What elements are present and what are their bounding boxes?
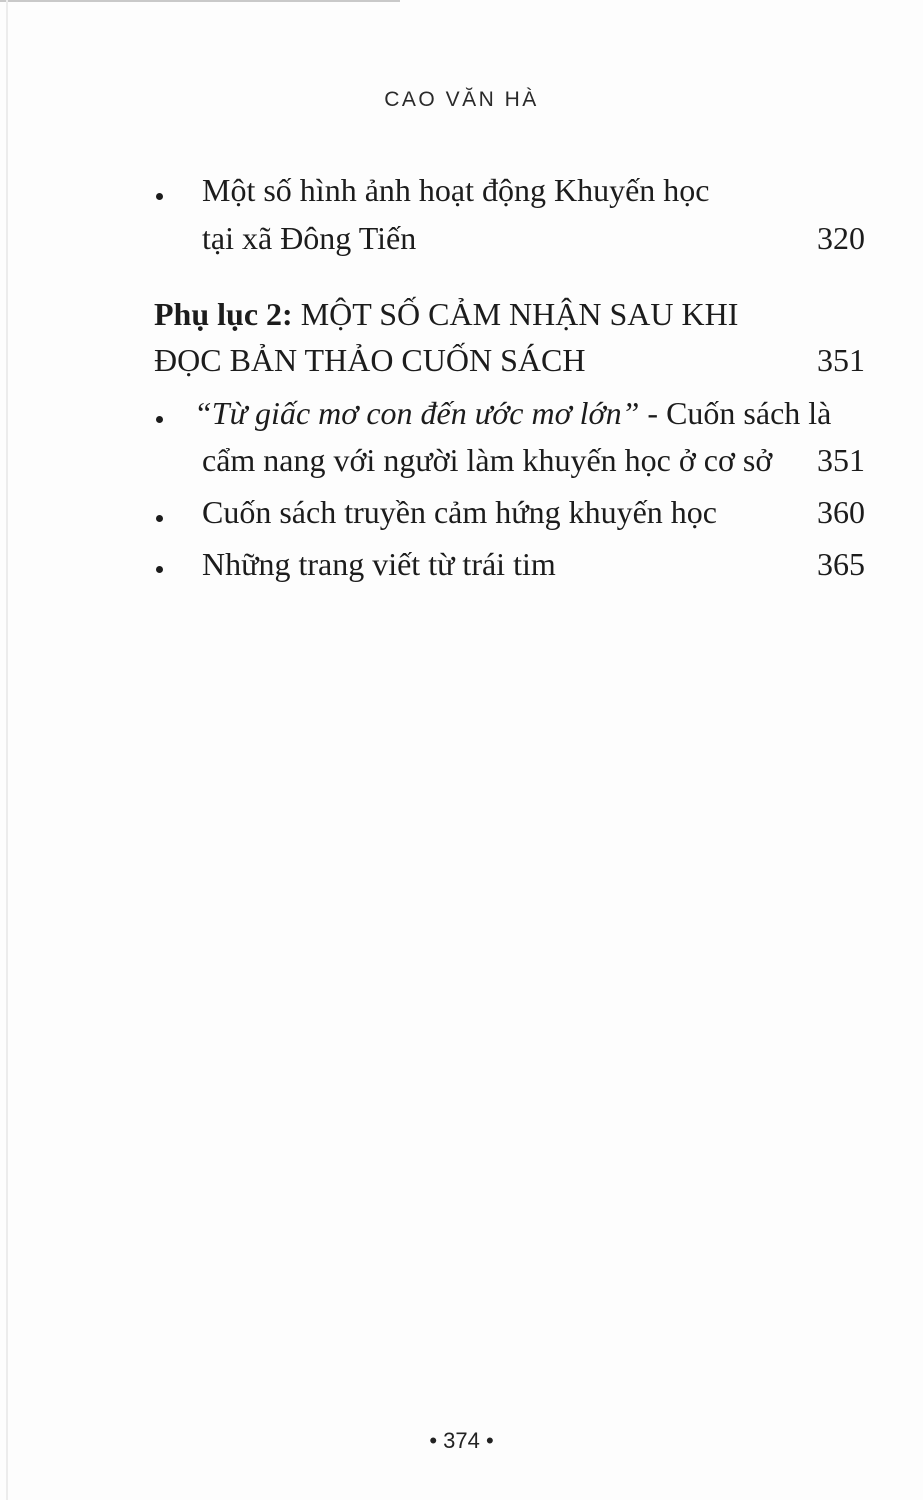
toc-page-number: 365 bbox=[817, 546, 865, 582]
toc-entry-text: - Cuốn sách là bbox=[639, 395, 832, 431]
toc-entry-line: Những trang viết từ trái tim bbox=[202, 546, 556, 582]
appendix-title: MỘT SỐ CẢM NHẬN SAU KHI bbox=[300, 296, 739, 332]
toc-entry-line: cẩm nang với người làm khuyến học ở cơ sở bbox=[202, 442, 773, 478]
page-number: • 374 • bbox=[429, 1428, 494, 1453]
toc-entry-line: Một số hình ảnh hoạt động Khuyến học bbox=[202, 172, 710, 208]
toc-page-number: 351 bbox=[817, 342, 865, 378]
scan-edge-left bbox=[6, 0, 8, 1500]
toc-page-number: 320 bbox=[817, 220, 865, 256]
toc-page-number: 351 bbox=[817, 442, 865, 478]
scan-edge-top bbox=[0, 0, 400, 2]
quoted-title: “Từ giấc mơ con đến ước mơ lớn” bbox=[194, 395, 640, 431]
appendix-title-line: ĐỌC BẢN THẢO CUỐN SÁCH bbox=[154, 342, 586, 378]
appendix-label: Phụ lục 2: bbox=[154, 296, 293, 332]
bullet-icon bbox=[156, 515, 163, 522]
bullet-icon bbox=[156, 193, 163, 200]
bullet-icon bbox=[156, 566, 163, 573]
toc-entry-line: tại xã Đông Tiến bbox=[202, 220, 417, 256]
running-head: CAO VĂN HÀ bbox=[384, 88, 539, 111]
toc-page-number: 360 bbox=[817, 494, 865, 530]
appendix-heading bbox=[154, 294, 738, 334]
toc-entry-line: Cuốn sách truyền cảm hứng khuyến học bbox=[202, 494, 717, 530]
bullet-icon bbox=[156, 416, 163, 423]
toc-entry-line bbox=[194, 393, 831, 433]
